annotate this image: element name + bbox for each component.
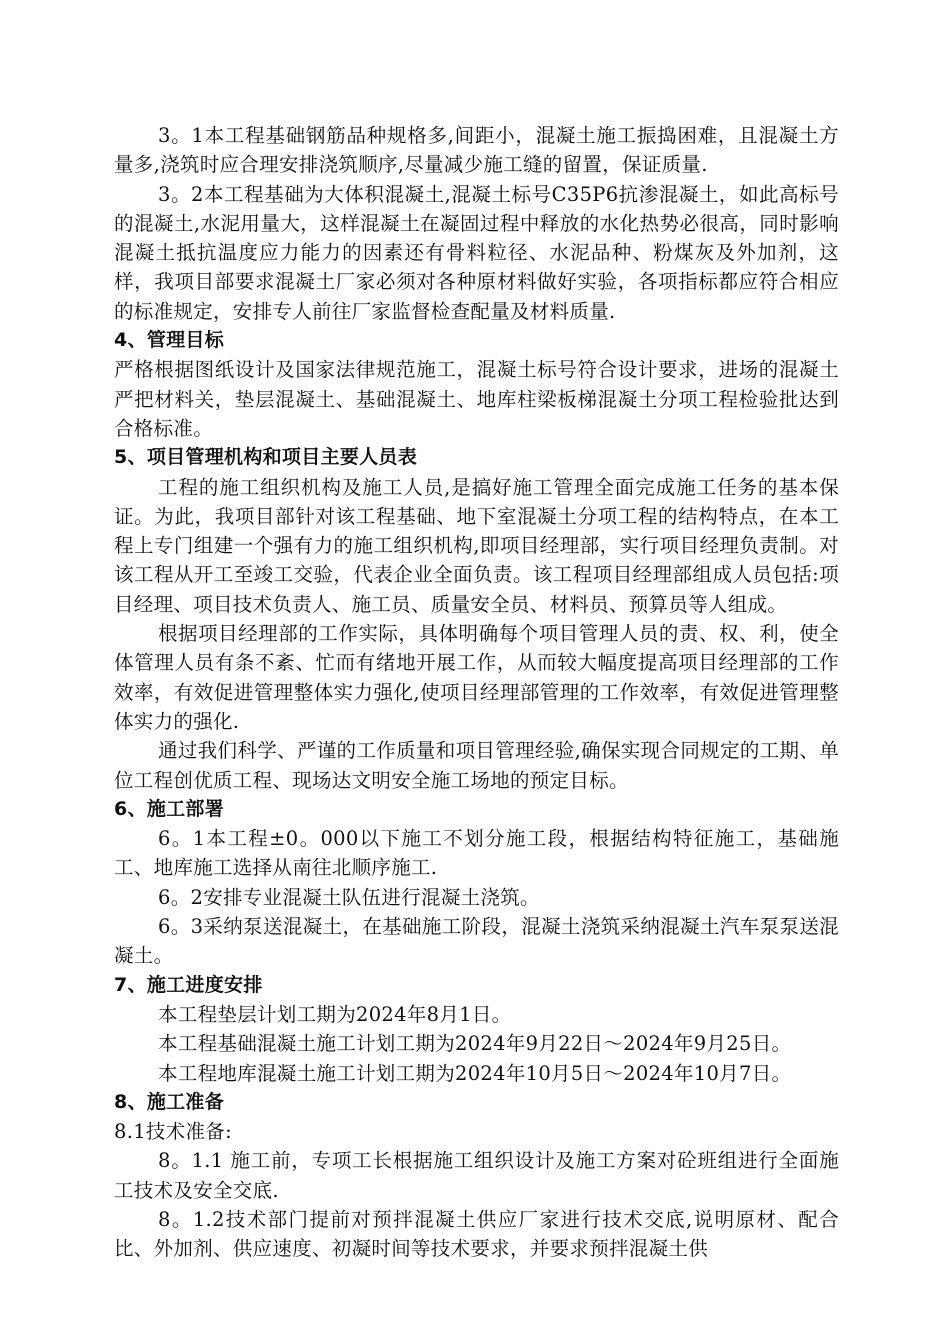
paragraph-schedule-foundation: 本工程基础混凝土施工计划工期为2024年9月22日～2024年9月25日。 [158, 1032, 792, 1056]
paragraph-schedule-cushion: 本工程垫层计划工期为2024年8月1日。 [158, 1002, 512, 1026]
paragraph-3-1: 3。1本工程基础钢筋品种规格多,间距小，混凝土施工振捣困难，且混凝土方量多,浇筑时应合理安排浇筑顺序,尽量减少施工缝的留置，保证质量. [114, 124, 839, 177]
paragraph-6-2: 6。2安排专业混凝土队伍进行混凝土浇筑。 [158, 885, 540, 909]
paragraph-3-2: 3。2本工程基础为大体积混凝土,混凝土标号C35P6抗渗混凝土，如此高标号的混凝土,水泥用量大，这样混凝土在凝固过程中释放的水化热势必很高，同时影响混凝土抵抗温度应力能力的因素还有骨料粒径、水泥品种、粉煤灰及外加剂，这样，我项目部要求混凝土厂家必须对各种原材料做好实验，各项指标都应符合相应的标准规定，安排专人前往厂家监督检查配量及材料质量. [114, 182, 839, 323]
section-heading-5: 5、项目管理机构和项目主要人员表 [114, 446, 418, 469]
paragraph-responsibilities: 根据项目经理部的工作实际，具体明确每个项目管理人员的责、权、利，使全体管理人员有条不紊、忙而有绪地开展工作，从而较大幅度提高项目经理部的工作效率，有效促进管理整体实力强化,使项目经理部管理的工作效率，有效促进管理整体实力的强化. [114, 622, 839, 733]
paragraph-organization: 工程的施工组织机构及施工人员,是搞好施工管理全面完成施工任务的基本保证。为此，我项目部针对该工程基础、地下室混凝土分项工程的结构特点，在本工程上专门组建一个强有力的施工组织机构,即项目经理部，实行项目经理负责制。对该工程从开工至竣工交验，代表企业全面负责。该工程项目经理部组成人员包括:项目经理、项目技术负责人、施工员、质量安全员、材料员、预算员等人组成。 [114, 475, 839, 616]
paragraph-8-1-2: 8。1.2技术部门提前对预拌混凝土供应厂家进行技术交底,说明原材、配合比、外加剂、供应速度、初凝时间等技术要求，并要求预拌混凝土供 [114, 1207, 839, 1261]
paragraph-management-goal: 严格根据图纸设计及国家法律规范施工，混凝土标号符合设计要求，进场的混凝土严把材料关，垫层混凝土、基础混凝土、地库柱梁板梯混凝土分项工程检验批达到合格标准。 [114, 358, 839, 440]
document-body [114, 121, 839, 1264]
section-heading-6: 6、施工部署 [114, 797, 225, 820]
paragraph-schedule-basement: 本工程地库混凝土施工计划工期为2024年10月5日～2024年10月7日。 [158, 1061, 792, 1085]
subsection-heading-8-1: 8.1技术准备: [114, 1120, 232, 1144]
paragraph-6-3: 6。3采纳泵送混凝土，在基础施工阶段，混凝土浇筑采纳混凝土汽车泵泵送混凝土。 [114, 915, 839, 968]
paragraph-quality-goal: 通过我们科学、严谨的工作质量和项目管理经验,确保实现合同规定的工期、单位工程创优质工程、现场达文明安全施工场地的预定目标。 [114, 739, 839, 792]
section-heading-7: 7、施工进度安排 [114, 973, 263, 996]
paragraph-6-1: 6。1本工程±0。000以下施工不划分施工段，根据结构特征施工，基础施工、地库施工选择从南往北顺序施工. [114, 827, 839, 880]
section-heading-4: 4、管理目标 [114, 329, 225, 352]
paragraph-8-1-1: 8。1.1 施工前，专项工长根据施工组织设计及施工方案对砼班组进行全面施工技术及安全交底. [114, 1149, 839, 1202]
section-heading-8: 8、施工准备 [114, 1090, 225, 1113]
